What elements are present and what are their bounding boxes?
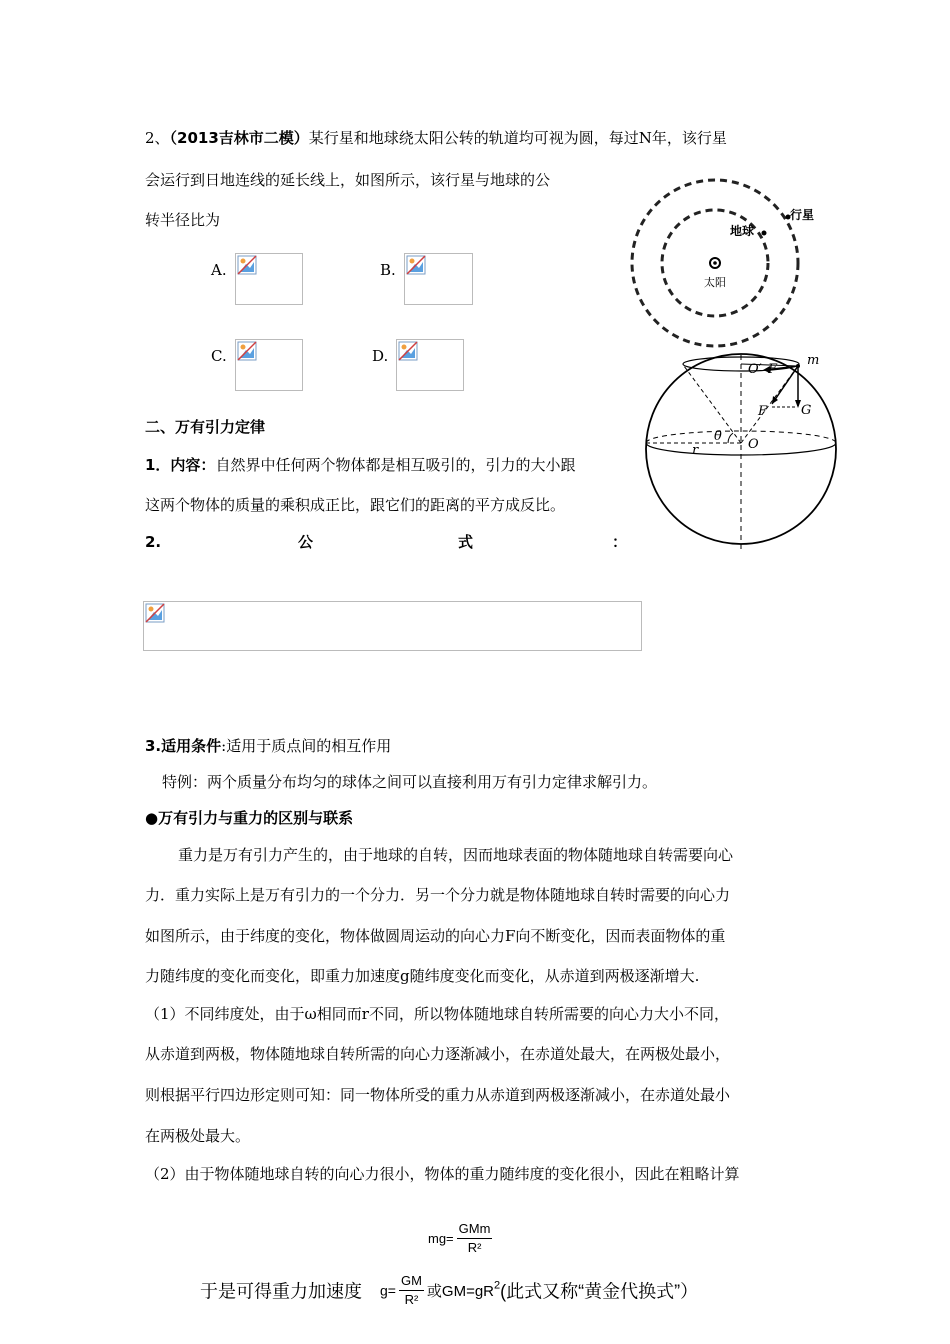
formula-golden-sup: 2 [494, 1279, 501, 1292]
formula-image [143, 601, 642, 651]
gravity-paragraph-line5: （1）不同纬度处，由于ω相同而r不同，所以物体随地球自转所需要的向心力大小不同， [145, 1005, 729, 1023]
conditions-text: :适用于质点间的相互作用 [221, 737, 392, 755]
formula-golden-numerator: GM [399, 1272, 424, 1291]
formula-mg-lhs: mg= [428, 1231, 454, 1246]
option-a-label: A. [211, 261, 227, 279]
content-line2: 这两个物体的质量的乘积成正比，跟它们的距离的平方成反比。 [145, 496, 566, 514]
question-text-line1: 某行星和地球绕太阳公转的轨道均可视为圆，每过N年，该行星 [308, 129, 727, 147]
sun-label: 太阳 [704, 276, 726, 289]
question-text-line2: 会运行到日地连线的延长线上，如图所示，该行星与地球的公 [145, 171, 551, 189]
formula-golden-note: (此式又称“黄金代换式”） [500, 1281, 699, 1302]
option-d-label: D. [372, 347, 389, 365]
earth-label: 地球 [730, 224, 755, 238]
planet-label: 行星 [790, 208, 815, 222]
gravity-paragraph-line7: 则根据平行四边形定则可知：同一物体所受的重力从赤道到两极逐渐减小，在赤道处最小 [145, 1086, 731, 1104]
broken-image-icon [237, 341, 257, 361]
label-r: r [692, 443, 699, 458]
question-source: （2013吉林市二模） [169, 129, 309, 147]
label-f: F [758, 404, 768, 419]
option-c-image [235, 339, 303, 391]
formula-golden-fraction [399, 1272, 424, 1309]
question-text-line3: 转半径比为 [145, 211, 221, 229]
formula-item-number: 2. [145, 533, 162, 551]
content-label: 1．内容： [145, 456, 216, 474]
label-o-prime: O′ [748, 362, 762, 377]
label-f-top: F [768, 362, 778, 377]
section-heading: 二、万有引力定律 [145, 418, 266, 436]
broken-image-icon [237, 255, 257, 275]
applicable-conditions [145, 736, 391, 756]
earth-sphere-figure [640, 350, 855, 555]
formula-mg [428, 1220, 495, 1257]
special-case: 特例：两个质量分布均匀的球体之间可以直接利用万有引力定律求解引力。 [162, 773, 658, 791]
content-text: 自然界中任何两个物体都是相互吸引的，引力的大小跟 [215, 456, 576, 474]
broken-image-icon [145, 603, 165, 623]
formula-golden-or: 或GM=gR [426, 1283, 495, 1300]
option-d-image [396, 339, 464, 391]
option-a-image [235, 253, 303, 305]
option-b-image [404, 253, 473, 305]
question-number: 2、 [145, 129, 170, 147]
formula-item-colon: ： [612, 533, 628, 551]
content-line1 [145, 455, 575, 475]
label-m: m [807, 353, 820, 368]
option-b-label: B. [380, 261, 396, 279]
label-g: G [801, 403, 812, 418]
formula-golden [200, 1272, 698, 1309]
formula-item-label-a: 公 [298, 533, 314, 551]
label-theta: θ [714, 429, 722, 444]
gravity-paragraph-line8: 在两极处最大。 [145, 1127, 251, 1145]
formula-golden-denominator: R² [404, 1292, 419, 1307]
formula-mg-numerator: GMm [457, 1220, 493, 1239]
gravity-paragraph-line2: 力．重力实际上是万有引力的一个分力．另一个分力就是物体随地球自转时需要的向心力 [145, 886, 731, 904]
gravity-paragraph-line4: 力随纬度的变化而变化，即重力加速度g随纬度变化而变化，从赤道到两极逐渐增大. [145, 967, 700, 985]
label-o: O [748, 437, 759, 452]
option-c-label: C. [211, 347, 227, 365]
broken-image-icon [406, 255, 426, 275]
gravity-paragraph-line9: （2）由于物体随地球自转的向心力很小，物体的重力随纬度的变化很小，因此在粗略计算 [145, 1165, 740, 1183]
orbit-figure [618, 165, 818, 355]
formula-mg-denominator: R² [467, 1240, 482, 1255]
formula-mg-fraction [457, 1220, 493, 1257]
earth-dot [762, 231, 767, 236]
gravity-paragraph-line1: 重力是万有引力产生的，由于地球的自转，因而地球表面的物体随地球自转需要向心 [178, 846, 734, 864]
formula-golden-prefix: 于是可得重力加速度 [200, 1281, 362, 1302]
formula-item-label-b: 式 [458, 533, 474, 551]
broken-image-icon [398, 341, 418, 361]
gravity-paragraph-line6: 从赤道到两极，物体随地球自转所需的向心力逐渐减小，在赤道处最大，在两极处最小， [145, 1045, 731, 1063]
gravity-heading: ●万有引力与重力的区别与联系 [145, 809, 354, 827]
conditions-label: 3.适用条件 [145, 737, 222, 755]
gravity-paragraph-line3: 如图所示，由于纬度的变化，物体做圆周运动的向心力F向不断变化，因而表面物体的重 [145, 927, 726, 945]
question-2 [145, 128, 727, 148]
formula-golden-g: g= [380, 1282, 396, 1299]
